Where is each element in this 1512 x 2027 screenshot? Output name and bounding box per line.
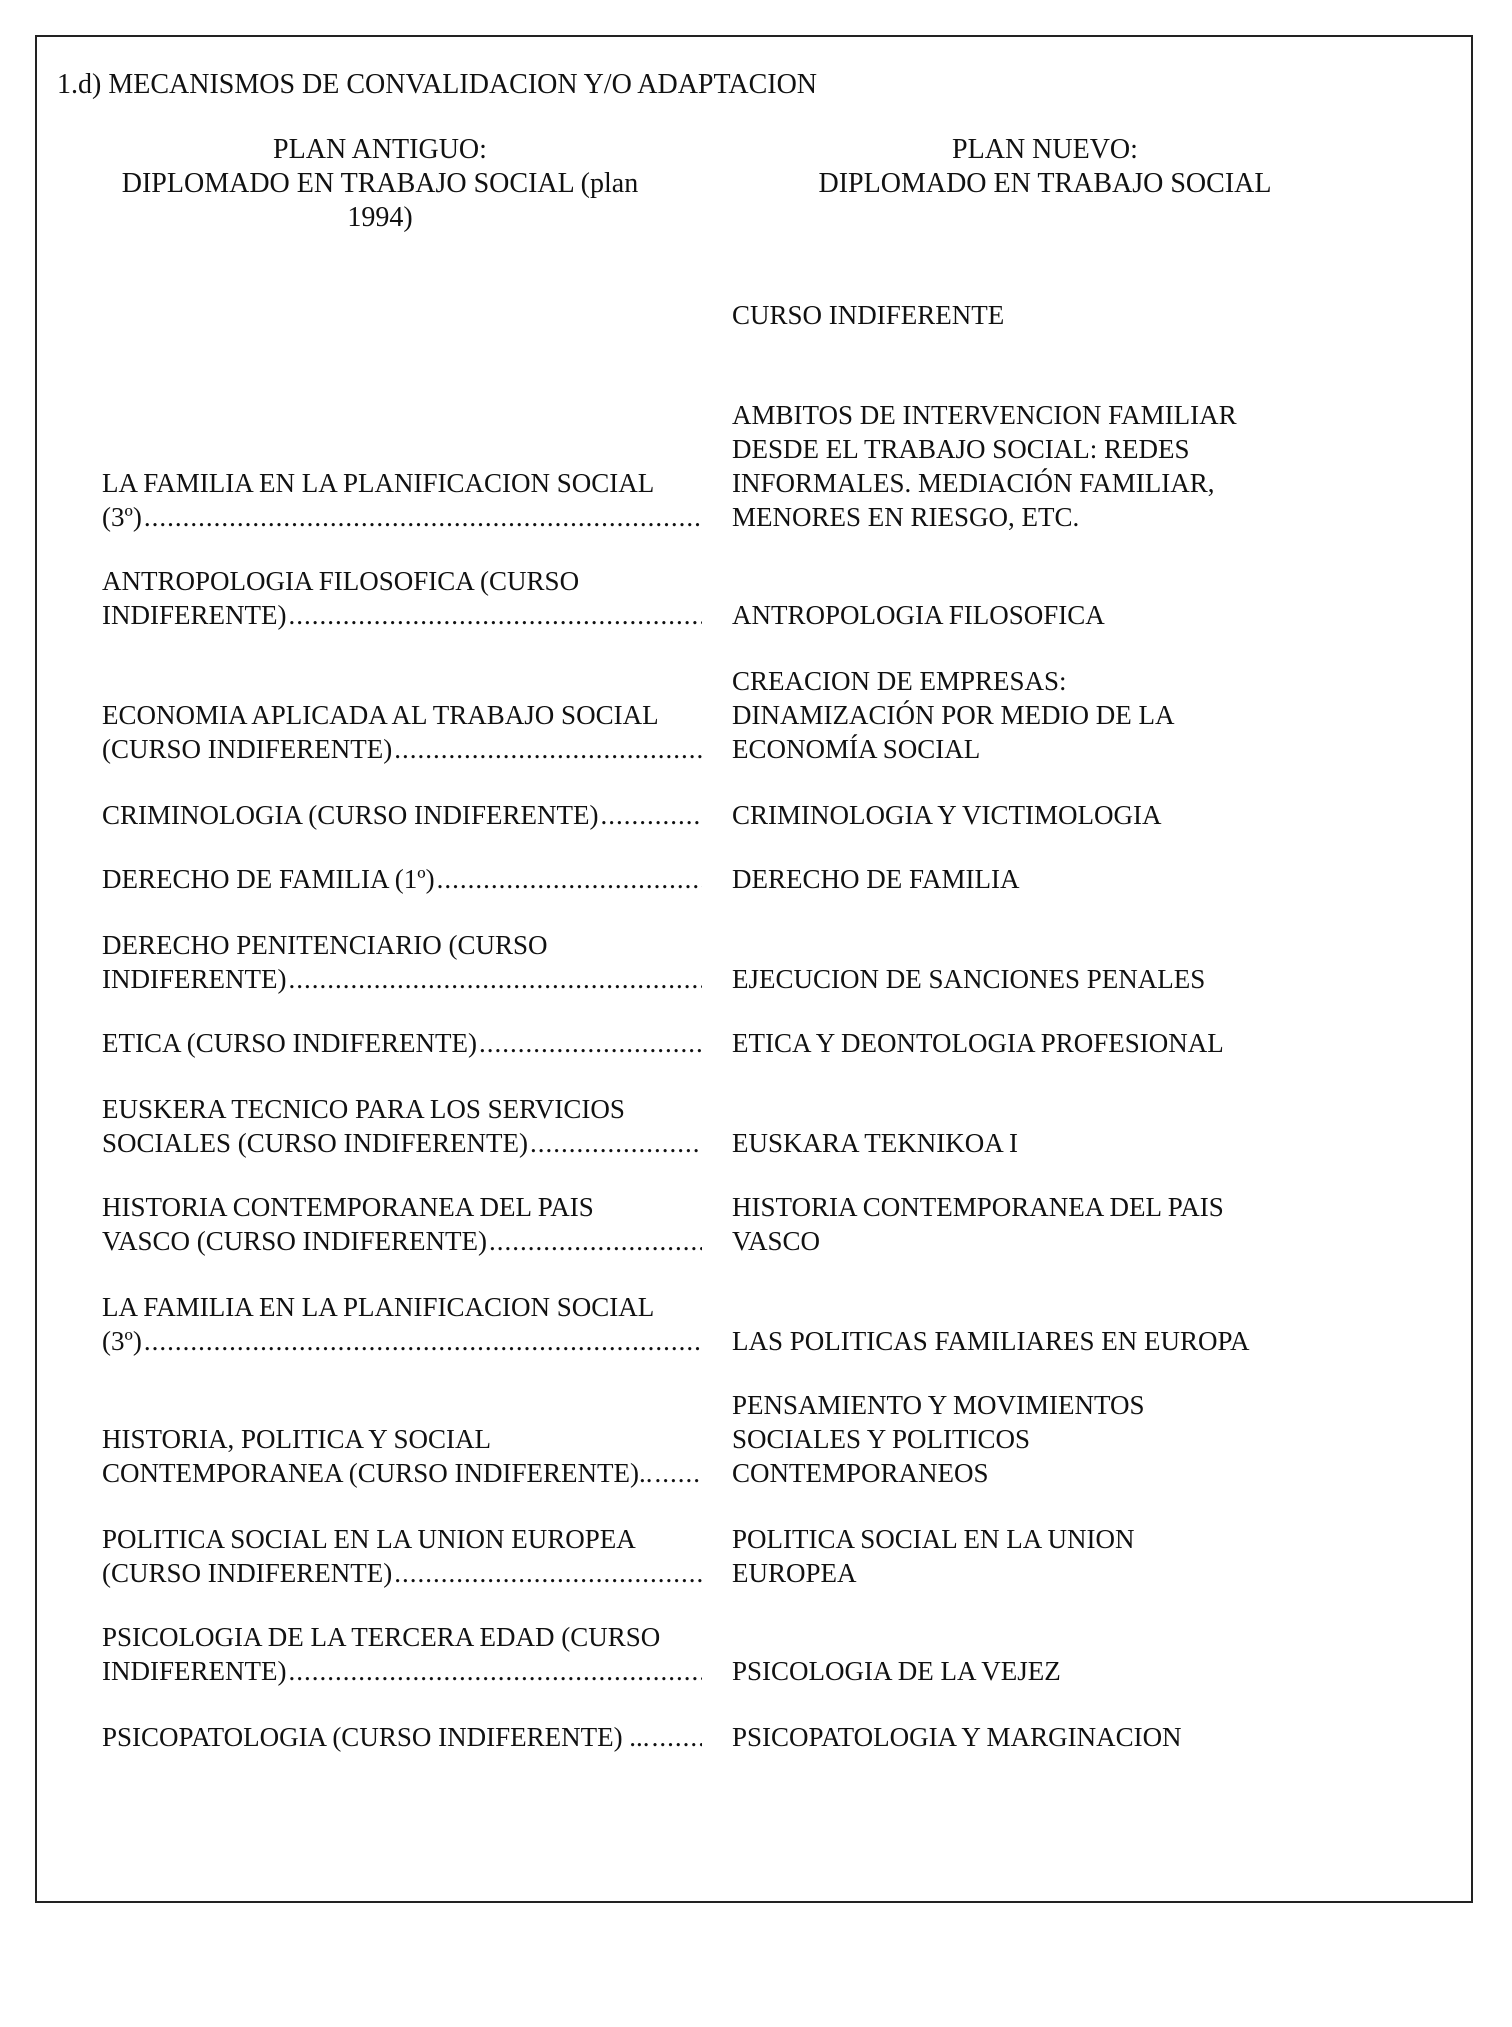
plan-nuevo-subject [702,1720,1402,1754]
subject-text: HISTORIA CONTEMPORANEA DEL PAIS [102,1192,594,1222]
plan-nuevo-subject [702,398,1402,534]
plan-antiguo-subject [102,698,702,766]
equivalence-row [102,928,1402,996]
plan-antiguo-subject [102,1026,702,1060]
subject-line [102,1720,702,1754]
subject-text: VASCO [732,1226,821,1256]
dot-leader [144,500,702,534]
subject-line [102,564,702,598]
plan-antiguo-subject [102,1620,702,1688]
plan-nuevo-subject [702,798,1402,832]
subject-line [102,732,702,766]
plan-antiguo-subject [102,1190,702,1258]
subject-text: ANTROPOLOGIA FILOSOFICA (CURSO [102,566,580,596]
subject-text: PSICOPATOLOGIA (CURSO INDIFERENTE) ... [102,1722,650,1752]
equivalence-row [102,1620,1402,1688]
plan-antiguo-subject [102,928,702,996]
plan-nuevo-subject [702,1654,1402,1688]
subject-text: PSICOLOGIA DE LA VEJEZ [732,1656,1061,1686]
equivalence-row [102,1388,1402,1490]
dot-leader [530,1126,702,1160]
plan-antiguo-year: 1994) [347,202,413,233]
equivalence-row [102,1290,1402,1358]
equivalence-row [102,564,1402,632]
plan-antiguo-subject [102,862,702,896]
subject-text: POLITICA SOCIAL EN LA UNION EUROPEA [102,1524,636,1554]
subject-text: SOCIALES (CURSO INDIFERENTE) [102,1128,529,1158]
subject-text: AMBITOS DE INTERVENCION FAMILIAR [732,400,1237,430]
dot-leader [288,1654,702,1688]
plan-nuevo-subject [702,1324,1402,1358]
plan-nuevo-subject [702,1522,1402,1590]
subject-text: CONTEMPORANEOS [732,1458,989,1488]
subject-text: DERECHO PENITENCIARIO (CURSO [102,930,548,960]
subject-text: INFORMALES. MEDIACIÓN FAMILIAR, [732,468,1215,498]
equivalence-table [102,368,1402,1754]
plan-nuevo-subject [702,1190,1402,1258]
subject-text: EUSKARA TEKNIKOA I [732,1128,1019,1158]
plan-antiguo-subject [102,466,702,534]
plan-antiguo-subject [102,1290,702,1358]
subject-text: VASCO (CURSO INDIFERENTE) [102,1226,488,1256]
subject-text: ECONOMÍA SOCIAL [732,734,981,764]
subject-line [102,698,702,732]
equivalence-row [102,1092,1402,1160]
dot-leader [489,1224,702,1258]
dot-leader [144,1324,702,1358]
subject-line [102,1092,702,1126]
subject-text: DERECHO DE FAMILIA [732,864,1020,894]
subject-line [102,1290,702,1324]
subject-text: PENSAMIENTO Y MOVIMIENTOS [732,1390,1145,1420]
plan-antiguo-subtitle: DIPLOMADO EN TRABAJO SOCIAL (plan [121,168,639,199]
subject-line [102,928,702,962]
subject-line [102,500,702,534]
plan-antiguo-subject [102,564,702,632]
dot-leader [437,862,702,896]
subject-text: INDIFERENTE) [102,964,287,994]
subject-text: (3º) [102,502,142,532]
subject-line [102,1620,702,1654]
subject-line [102,1556,702,1590]
plan-antiguo-subject [102,1422,702,1490]
subject-line [102,466,702,500]
subject-line [102,862,702,896]
plan-nuevo-title: PLAN NUEVO: [952,134,1138,165]
subject-text: MENORES EN RIESGO, ETC. [732,502,1080,532]
subject-line [102,1324,702,1358]
subject-text: DESDE EL TRABAJO SOCIAL: REDES [732,434,1190,464]
curso-indiferente-label: CURSO INDIFERENTE [732,300,1005,330]
subject-text: DERECHO DE FAMILIA (1º) [102,864,435,894]
dot-leader [600,798,702,832]
subject-text: ETICA (CURSO INDIFERENTE) [102,1028,477,1058]
subject-line [102,1190,702,1224]
dot-leader [479,1026,702,1060]
subject-text: ETICA Y DEONTOLOGIA PROFESIONAL [732,1028,1224,1058]
subject-text: ANTROPOLOGIA FILOSOFICA [732,600,1105,630]
equivalence-row [102,862,1402,896]
plan-nuevo-subject [702,962,1402,996]
plan-nuevo-subject [702,1026,1402,1060]
subject-line [102,1026,702,1060]
dot-leader [288,598,702,632]
subject-text: (3º) [102,1326,142,1356]
subject-text: EJECUCION DE SANCIONES PENALES [732,964,1206,994]
subject-text: PSICOLOGIA DE LA TERCERA EDAD (CURSO [102,1622,661,1652]
subject-text: INDIFERENTE) [102,600,287,630]
subject-text: (CURSO INDIFERENTE) [102,734,393,764]
dot-leader [652,1720,702,1754]
subject-line [102,798,702,832]
plan-antiguo-subject [102,1092,702,1160]
dot-leader [394,732,702,766]
subject-text: LA FAMILIA EN LA PLANIFICACION SOCIAL [102,1292,655,1322]
subject-line [102,1126,702,1160]
subject-text: SOCIALES Y POLITICOS [732,1424,1031,1454]
subject-line [102,598,702,632]
subject-text: EUSKERA TECNICO PARA LOS SERVICIOS [102,1094,625,1124]
subject-text: CONTEMPORANEA (CURSO INDIFERENTE).. [102,1458,653,1488]
subject-line [102,1422,702,1456]
subject-text: POLITICA SOCIAL EN LA UNION [732,1524,1135,1554]
dot-leader [288,962,702,996]
subject-line [102,1522,702,1556]
equivalence-row [102,1190,1402,1258]
subject-text: PSICOPATOLOGIA Y MARGINACION [732,1722,1182,1752]
subject-text: CRIMINOLOGIA Y VICTIMOLOGIA [732,800,1162,830]
equivalence-row [102,1720,1402,1754]
dot-leader [394,1556,702,1590]
equivalence-row [102,398,1402,534]
subject-line [102,1224,702,1258]
equivalence-row [102,1522,1402,1590]
subject-text: ECONOMIA APLICADA AL TRABAJO SOCIAL [102,700,659,730]
subject-text: HISTORIA CONTEMPORANEA DEL PAIS [732,1192,1224,1222]
subject-text: CREACION DE EMPRESAS: [732,666,1067,696]
subject-line [102,1456,702,1490]
plan-antiguo-title: PLAN ANTIGUO: [273,134,487,165]
subject-text: DINAMIZACIÓN POR MEDIO DE LA [732,700,1175,730]
plan-antiguo-header [100,133,660,235]
subject-text: LA FAMILIA EN LA PLANIFICACION SOCIAL [102,468,655,498]
plan-antiguo-subject [102,1522,702,1590]
equivalence-row [102,1026,1402,1060]
subject-text: EUROPEA [732,1558,857,1588]
dot-leader [655,1456,702,1490]
subject-text: HISTORIA, POLITICA Y SOCIAL [102,1424,492,1454]
subject-text: LAS POLITICAS FAMILIARES EN EUROPA [732,1326,1250,1356]
section-heading: 1.d) MECANISMOS DE CONVALIDACION Y/O ADAPTACION [57,69,818,100]
plan-antiguo-subject [102,1720,702,1754]
plan-nuevo-subject [702,862,1402,896]
subject-line [102,962,702,996]
plan-nuevo-subject [702,1126,1402,1160]
equivalence-row [102,798,1402,832]
equivalence-row [102,664,1402,766]
plan-nuevo-subject [702,664,1402,766]
subject-line [102,1654,702,1688]
plan-nuevo-subject [702,1388,1402,1490]
plan-nuevo-subject [702,598,1402,632]
subject-text: CRIMINOLOGIA (CURSO INDIFERENTE) [102,800,599,830]
plan-nuevo-header [750,133,1340,201]
plan-antiguo-subject [102,798,702,832]
plan-nuevo-subtitle: DIPLOMADO EN TRABAJO SOCIAL [818,168,1272,199]
subject-text: (CURSO INDIFERENTE) [102,1558,393,1588]
subject-text: INDIFERENTE) [102,1656,287,1686]
